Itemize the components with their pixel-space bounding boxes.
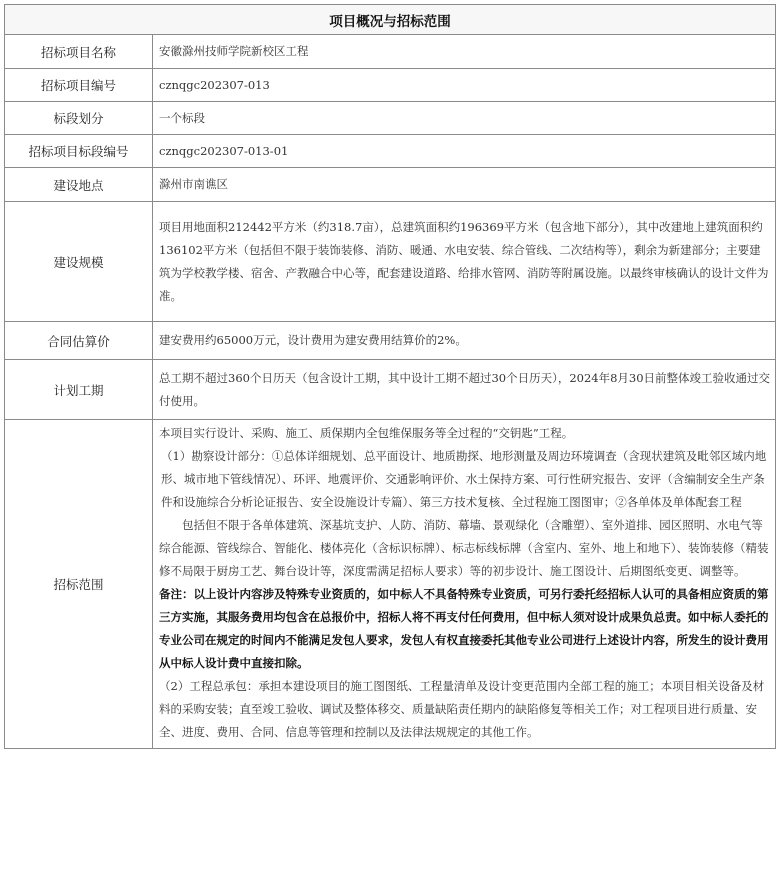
project-overview-table bbox=[4, 4, 776, 749]
row-value: 一个标段 bbox=[153, 102, 776, 135]
table-row bbox=[5, 135, 776, 168]
table-row bbox=[5, 102, 776, 135]
table-row bbox=[5, 168, 776, 202]
row-label: 招标范围 bbox=[5, 420, 153, 749]
row-value: cznqgc202307-013-01 bbox=[153, 135, 776, 168]
table-row bbox=[5, 420, 776, 749]
row-value: cznqgc202307-013 bbox=[153, 69, 776, 102]
row-label: 招标项目名称 bbox=[5, 35, 153, 69]
row-label: 建设规模 bbox=[5, 202, 153, 322]
row-label: 招标项目编号 bbox=[5, 69, 153, 102]
table-title: 项目概况与招标范围 bbox=[5, 5, 776, 35]
row-label: 计划工期 bbox=[5, 360, 153, 420]
row-label: 合同估算价 bbox=[5, 322, 153, 360]
table-row bbox=[5, 35, 776, 69]
row-value: 建安费用约65000万元，设计费用为建安费用结算价的2%。 bbox=[153, 322, 776, 360]
row-label: 标段划分 bbox=[5, 102, 153, 135]
table-row bbox=[5, 69, 776, 102]
table-row bbox=[5, 202, 776, 322]
scope-design-part: （1）勘察设计部分：①总体详细规划、总平面设计、地质勘探、地形测量及周边环境调查（含现状建筑及毗邻区域内地形、城市地下管线情况）、环评、地震评价、交通影响评价、水土保持方案、可行性研究报告、安评（含编制安全生产条件和设施综合分析论证报告、安全设施设计专篇）、第三方技术复核、全过程施工图图审；②各单体及单体配套工程 bbox=[161, 449, 767, 509]
row-value: 总工期不超过360个日历天（包含设计工期，其中设计工期不超过30个日历天），2024年8月30日前整体竣工验收通过交付使用。 bbox=[153, 360, 776, 420]
row-value: 滁州市南谯区 bbox=[153, 168, 776, 202]
row-value: 项目用地面积212442平方米（约318.7亩），总建筑面积约196369平方米（包含地下部分），其中改建地上建筑面积约136102平方米（包括但不限于装饰装修、消防、暖通、水电安装、综合管线、二次结构等），剩余为新建部分；主要建筑为学校教学楼、宿舍、产教融合中心等，配套建设道路、给排水管网、消防等附属设施。以最终审核确认的设计文件为准。 bbox=[153, 202, 776, 322]
row-label: 建设地点 bbox=[5, 168, 153, 202]
scope-general-contract: （2）工程总承包：承担本建设项目的施工图图纸、工程量清单及设计变更范围内全部工程的施工；本项目相关设备及材料的采购安装；直至竣工验收、调试及整体移交、质量缺陷责任期内的缺陷修复等相关工作；对工程项目进行质量、安全、进度、费用、合同、信息等管理和控制以及法律法规规定的其他工作。 bbox=[159, 679, 765, 739]
row-value bbox=[153, 420, 776, 749]
table-row bbox=[5, 360, 776, 420]
scope-remark: 备注：以上设计内容涉及特殊专业资质的，如中标人不具备特殊专业资质，可另行委托经招标人认可的具备相应资质的第三方实施，其服务费用均包含在总报价中，招标人将不再支付任何费用，但中标人须对设计成果负总责。如中标人委托的专业公司在规定的时间内不能满足发包人要求，发包人有权直接委托其他专业公司进行上述设计内容，所发生的设计费用从中标人设计费中直接扣除。 bbox=[159, 587, 769, 670]
row-value: 安徽滁州技师学院新校区工程 bbox=[153, 35, 776, 69]
row-label: 招标项目标段编号 bbox=[5, 135, 153, 168]
scope-intro: 本项目实行设计、采购、施工、质保期内全包维保服务等全过程的“交钥匙”工程。 bbox=[159, 426, 574, 440]
table-row bbox=[5, 322, 776, 360]
scope-design-detail: 包括但不限于各单体建筑、深基坑支护、人防、消防、幕墙、景观绿化（含雕塑）、室外道排、园区照明、水电气等综合能源、管线综合、智能化、楼体亮化（含标识标牌）、标志标线标牌（含室内、室外、地上和地下）、装饰装修（精装修不局限于厨房工艺、舞台设计等，深度需满足招标人要求）等的初步设计、施工图设计、后期图纸变更、调整等。 bbox=[159, 518, 769, 578]
